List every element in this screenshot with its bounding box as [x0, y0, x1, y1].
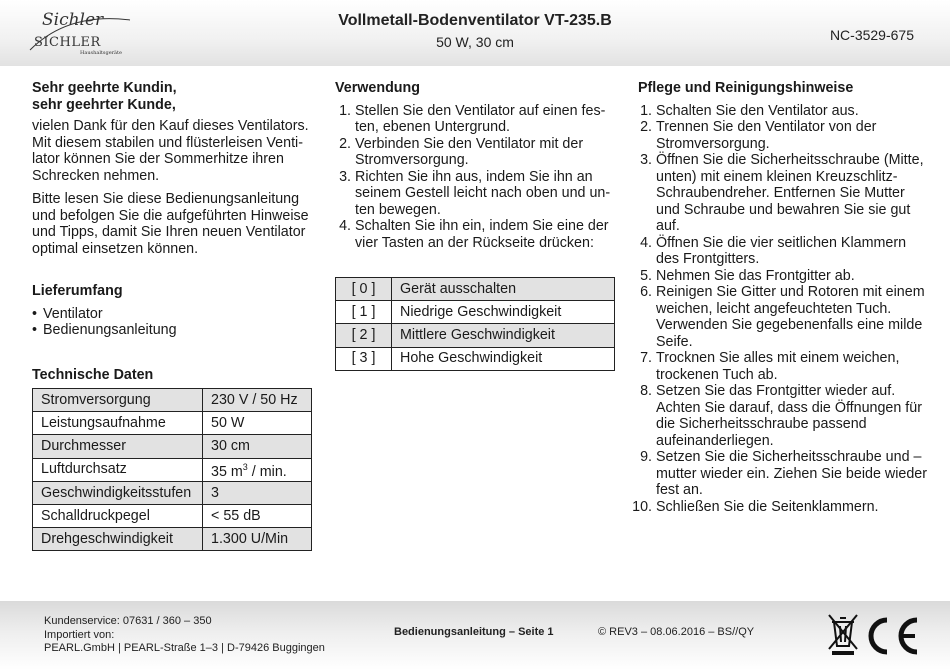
key-label: [ 0 ] — [336, 278, 392, 301]
list-item — [638, 152, 928, 235]
step-text: Öffnen Sie die Sicherheitsschraube (Mitte, unten) mit einem kleinen Kreuzschlitz-Schraubendreher. Entfernen Sie Mutter und Schraube und bewahren Sie sie gut auf. — [656, 152, 924, 234]
list-item — [632, 498, 928, 516]
usage-steps — [335, 103, 617, 252]
specs-heading: Technische Daten — [32, 366, 154, 383]
table-row — [33, 435, 312, 458]
list-item — [638, 268, 928, 285]
page-header — [0, 0, 950, 66]
step-number: 7. — [640, 350, 652, 366]
spec-value: < 55 dB — [203, 504, 312, 527]
revision-info: © REV3 – 08.06.2016 – BS//QY — [598, 626, 755, 638]
spec-value: 30 cm — [203, 435, 312, 458]
key-description: Gerät ausschalten — [392, 278, 615, 301]
step-text: Schalten Sie den Ventilator aus. — [656, 102, 859, 119]
spec-label: Geschwindigkeitsstufen — [33, 481, 203, 504]
spec-label: Drehgeschwindigkeit — [33, 528, 203, 551]
key-description: Hohe Geschwindigkeit — [392, 347, 615, 370]
table-row — [336, 324, 615, 347]
step-text: Richten Sie ihn aus, indem Sie ihn an seinem Gestell leicht nach oben und unten bewegen. — [355, 168, 611, 218]
page-indicator: Bedienungsanleitung – Seite 1 — [394, 626, 554, 638]
step-number: 10. — [632, 498, 652, 515]
care-steps — [632, 102, 928, 516]
list-item — [638, 103, 928, 120]
key-description: Niedrige Geschwindigkeit — [392, 301, 615, 324]
scope-heading: Lieferumfang — [32, 283, 123, 299]
step-text: Nehmen Sie das Frontgitter ab. — [656, 267, 855, 284]
logo-name: SICHLER — [34, 35, 101, 50]
step-number: 3. — [339, 168, 351, 185]
spec-value — [203, 458, 312, 481]
usage-heading: Verwendung — [335, 80, 420, 96]
spec-label: Leistungsaufnahme — [33, 412, 203, 435]
column-care — [632, 80, 928, 515]
table-row — [336, 347, 615, 370]
importer-address: PEARL.GmbH | PEARL-Straße 1–3 | D-79426 Buggingen — [44, 642, 325, 654]
customer-service: Kundenservice: 07631 / 360 – 350 — [44, 615, 212, 627]
step-text: Schließen Sie die Seitenklammern. — [656, 498, 879, 515]
step-number: 5. — [640, 267, 652, 284]
list-item — [638, 119, 928, 152]
step-text: Verbinden Sie den Ventilator mit der Stromversorgung. — [355, 135, 584, 168]
step-text: Setzen Sie die Sicherheitsschraube und –mutter wieder ein. Ziehen Sie beide wieder fest an. — [656, 449, 927, 498]
list-item — [335, 218, 617, 251]
intro-paragraph-2: Bitte lesen Sie diese Bedienungsanleitung und befolgen Sie die aufgeführten Hinweise und Tipps, damit Sie Ihren neuen Ventilator optimal einsetzen können. — [32, 191, 309, 257]
spec-value-base: 35 m — [211, 463, 243, 480]
page-footer — [0, 601, 950, 670]
ce-mark-icon — [860, 616, 920, 656]
key-label: [ 1 ] — [336, 301, 392, 324]
step-text: Trennen Sie den Ventilator von der Stromversorgung. — [656, 119, 877, 152]
step-text: Öffnen Sie die vier seitlichen Klammern des Frontgitters. — [656, 234, 907, 267]
spec-label: Luftdurchsatz — [33, 458, 203, 481]
product-code: NC-3529-675 — [829, 27, 914, 43]
scope-list — [32, 306, 312, 339]
key-description: Mittlere Geschwindigkeit — [392, 324, 615, 347]
list-item — [638, 284, 928, 350]
step-number: 3. — [640, 152, 652, 168]
greeting-line-2: sehr geehrter Kunde, — [32, 96, 176, 113]
footer-contact — [44, 615, 325, 656]
importer-label: Importiert von: — [44, 628, 115, 641]
list-item — [335, 169, 617, 219]
spec-value: 50 W — [203, 412, 312, 435]
spec-value: 3 — [203, 481, 312, 504]
table-row — [33, 528, 312, 551]
step-number: 6. — [640, 284, 652, 300]
list-item: • Ventilator — [32, 306, 312, 323]
list-item — [638, 383, 928, 449]
specs-table — [32, 388, 312, 551]
care-heading: Pflege und Reinigungshinweise — [638, 80, 854, 96]
step-number: 2. — [640, 119, 652, 135]
column-intro — [32, 80, 312, 551]
table-row — [336, 301, 615, 324]
spec-label: Stromversorgung — [33, 389, 203, 412]
list-item — [638, 350, 928, 383]
spec-value-exponent: 3 — [242, 462, 248, 473]
crossed-bin-icon — [826, 612, 860, 656]
step-number: 9. — [640, 449, 652, 465]
list-item — [638, 235, 928, 268]
column-usage — [335, 80, 617, 371]
table-row — [33, 481, 312, 504]
key-label: [ 2 ] — [336, 324, 392, 347]
list-item — [335, 103, 617, 136]
spec-value: 230 V / 50 Hz — [203, 389, 312, 412]
step-text: Setzen Sie das Frontgitter wieder auf. Achten Sie darauf, dass die Öffnungen für die Sicherheitsschraube passend aufeinanderliegen. — [656, 383, 922, 449]
step-text: Stellen Sie den Ventilator auf einen festen, ebenen Untergrund. — [355, 102, 606, 135]
step-number: 4. — [640, 234, 652, 251]
table-row — [336, 278, 615, 301]
step-number: 8. — [640, 383, 652, 399]
table-row — [33, 412, 312, 435]
keys-table — [335, 277, 615, 371]
table-row — [33, 389, 312, 412]
spec-value-unit: / min. — [247, 463, 287, 480]
spec-label: Durchmesser — [33, 435, 203, 458]
list-item: • Bedienungsanleitung — [32, 322, 312, 339]
step-number: 1. — [339, 102, 351, 119]
greeting-line-1: Sehr geehrte Kundin, — [32, 80, 177, 96]
logo-script: Sichler — [42, 10, 104, 30]
spec-label: Schalldruckpegel — [33, 504, 203, 527]
list-item — [335, 136, 617, 169]
step-number: 4. — [339, 218, 351, 234]
table-row — [33, 458, 312, 481]
spec-value: 1.300 U/Min — [203, 528, 312, 551]
step-number: 2. — [339, 135, 351, 152]
step-text: Trocknen Sie alles mit einem weichen, trockenen Tuch ab. — [656, 350, 900, 383]
list-item — [638, 449, 928, 499]
product-subtitle: 50 W, 30 cm — [436, 34, 514, 50]
step-number: 1. — [640, 102, 652, 119]
step-text: Schalten Sie ihn ein, indem Sie eine der vier Tasten an der Rückseite drücken: — [355, 218, 609, 251]
key-label: [ 3 ] — [336, 347, 392, 370]
product-title: Vollmetall-Bodenventilator VT-235.B — [338, 12, 612, 29]
intro-paragraph-1: vielen Dank für den Kauf dieses Ventilators. Mit diesem stabilen und flüsterleisen Ventilator können Sie der Sommerhitze ihren Schrecken nehmen. — [32, 118, 309, 184]
step-text: Reinigen Sie Gitter und Rotoren mit einem weichen, leicht angefeuchteten Tuch. Verwenden Sie gegebenenfalls eine milde Seife. — [656, 284, 925, 350]
table-row — [33, 504, 312, 527]
logo-tagline: Haushaltsgeräte — [80, 50, 123, 56]
